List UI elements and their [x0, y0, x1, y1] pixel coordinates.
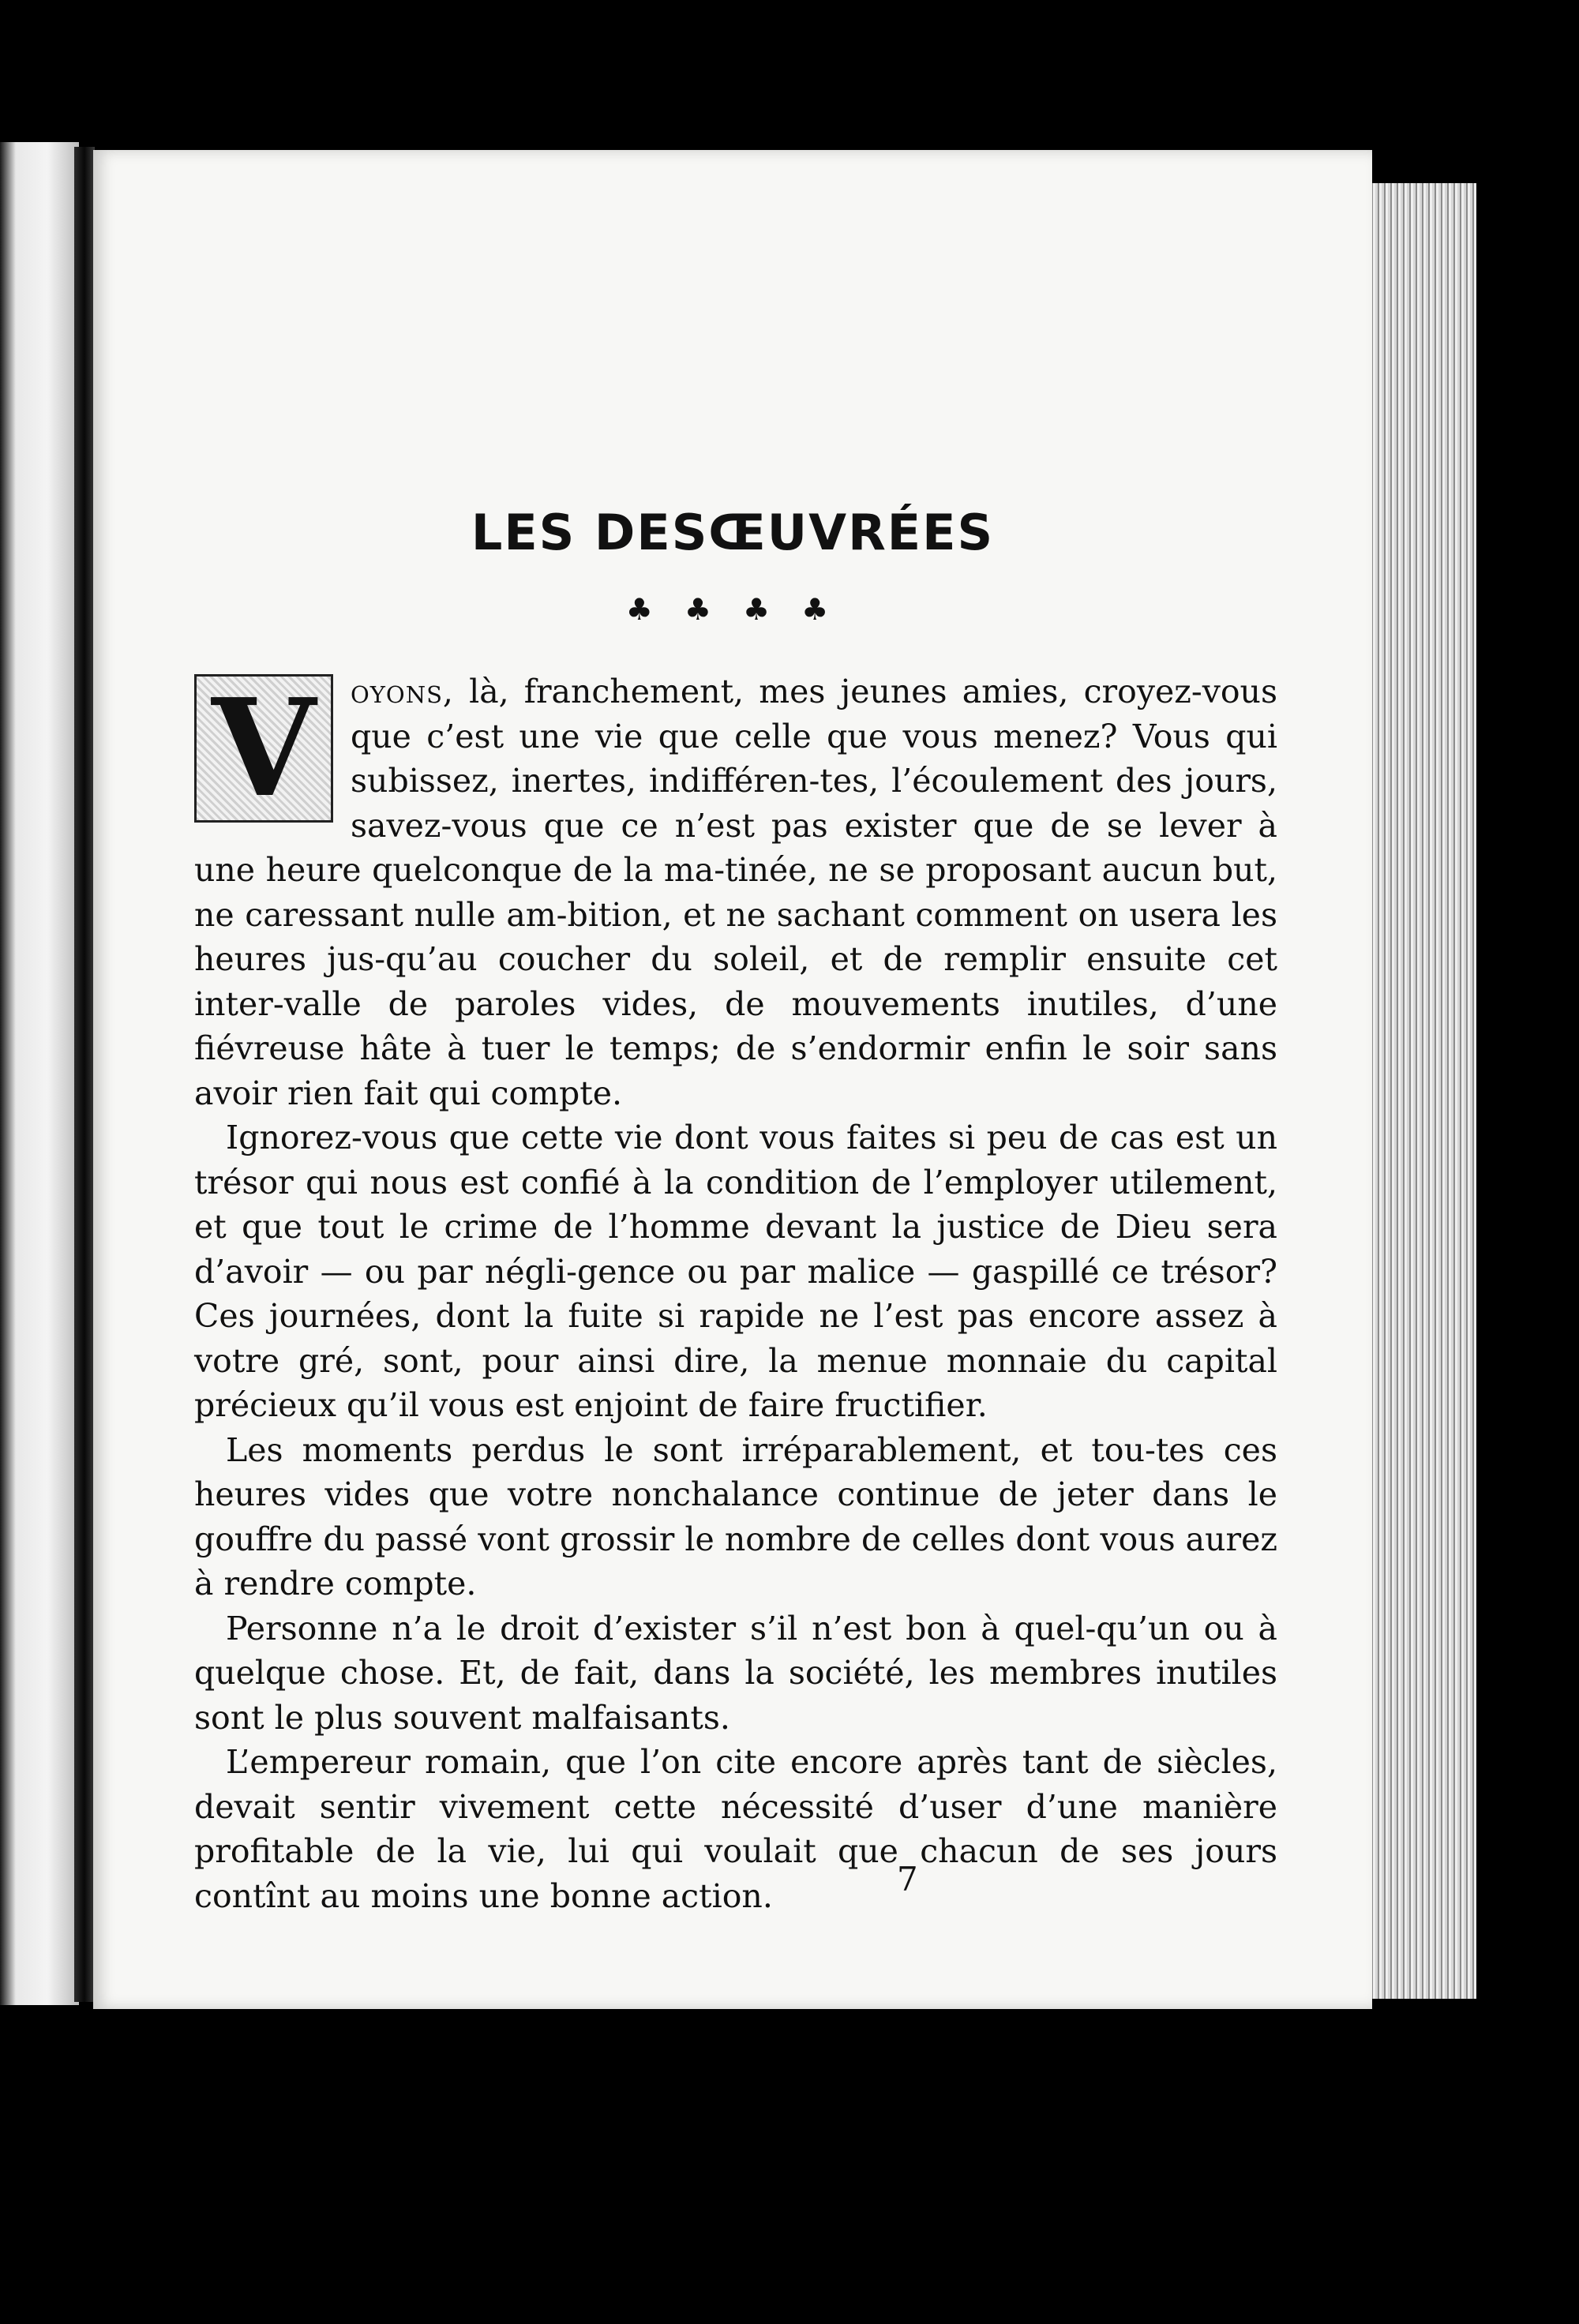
left-page-edge	[0, 142, 79, 2005]
book-gutter	[74, 147, 95, 2002]
dropcap-letter: V	[194, 674, 333, 823]
paragraph: L’empereur romain, que l’on cite encore après tant de siècles, devait sentir vivement cette nécessité d’user d’une manière profitable de la vie, lui qui voulait que chacun de ses jours contînt au moins une bonne action.	[194, 1743, 1277, 1915]
book-page	[93, 150, 1372, 2009]
page-number: 7	[897, 1860, 918, 1899]
opening-smallcaps: oyons,	[351, 673, 454, 710]
title-ornament: ♣ ♣ ♣ ♣	[625, 592, 840, 627]
opening-paragraph	[194, 669, 1277, 1115]
opening-text: là, franchement, mes jeunes amies, croyez-vous que c’est une vie que celle que vous menez? Vous qui subissez, inertes, indifféren-tes, l’écoulement des jours, savez-vous que ce n’est pas exister que de se lever à une heure quelconque de la ma-tinée, ne se proposant aucun but, ne caressant nulle am-bition, et ne sachant comment on usera les heures jus-qu’au coucher du soleil, et de remplir ensuite cet inter-valle de paroles vides, de mouvements inutiles, d’une fiévreuse hâte à tuer le temps; de s’endormir enfin le soir sans avoir rien fait qui compte.	[194, 673, 1277, 1112]
body-text	[194, 669, 1277, 1918]
paragraph: Personne n’a le droit d’exister s’il n’est bon à quel-qu’un ou à quelque chose. Et, de fait, dans la société, les membres inutiles sont le plus souvent malfaisants.	[194, 1609, 1277, 1737]
paragraph: Ignorez-vous que cette vie dont vous faites si peu de cas est un trésor qui nous est confié à la condition de l’employer utilement, et que tout le crime de l’homme devant la justice de Dieu sera d’avoir — ou par négli-gence ou par malice — gaspillé ce trésor? Ces journées, dont la fuite si rapide ne l’est pas encore assez à votre gré, sont, pour ainsi dire, la menue monnaie du capital précieux qu’il vous est enjoint de faire fructifier.	[194, 1119, 1277, 1424]
paragraph: Les moments perdus le sont irréparablement, et tou-tes ces heures vides que votre nonchalance continue de jeter dans le gouffre du passé vont grossir le nombre de celles dont vous aurez à rendre compte.	[194, 1430, 1277, 1602]
page-stack-edge	[1356, 183, 1476, 1999]
chapter-title: LES DESŒUVRÉES	[471, 504, 995, 561]
